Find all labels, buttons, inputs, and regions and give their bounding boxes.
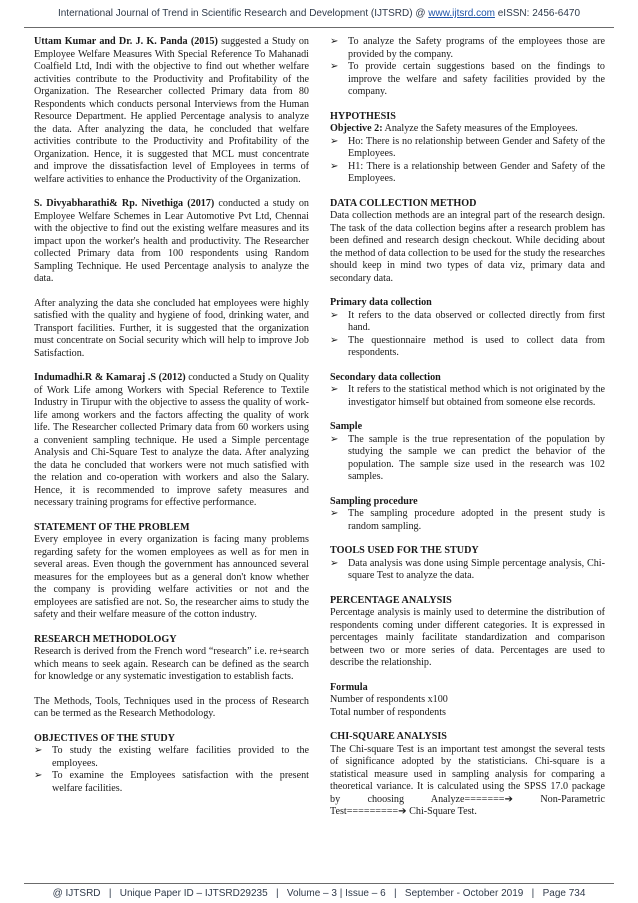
list-item: ➢ The sample is the true representation of the population by studying the sample we can predict the behavior of the population. The sample size used in the research was 102 samples.: [330, 433, 605, 482]
heading-chi-square: CHI-SQUARE ANALYSIS: [330, 731, 447, 742]
list-item: ➢ It refers to the data observed or collected directly from first hand.: [330, 309, 605, 333]
secondary-data-list: [330, 384, 605, 409]
arrow-bullet-icon: ➢: [330, 334, 339, 346]
list-item: ➢ Ho: There is no relationship between Gender and Safety of the Employees.: [330, 135, 605, 159]
page-footer: @ IJTSRD | Unique Paper ID – IJTSRD29235 | Volume – 3 | Issue – 6 | September - October 2019 | Page 734: [52, 888, 586, 899]
list-item: ➢ The sampling procedure adopted in the present study is random sampling.: [330, 508, 605, 532]
list-item: ➢ To examine the Employees satisfaction with the present welfare facilities.: [34, 770, 309, 794]
list-item: ➢ To study the existing welfare facilities provided to the employees.: [34, 745, 309, 769]
arrow-bullet-icon: ➢: [330, 160, 339, 172]
heading-objectives: OBJECTIVES OF THE STUDY: [34, 732, 175, 744]
arrow-bullet-icon: ➢: [330, 557, 339, 569]
objectives-list-continued: [330, 36, 605, 99]
heading-sampling-procedure: Sampling procedure: [330, 495, 418, 507]
methodology-paragraph: Research is derived from the French word “research” i.e. re+search which means to seek again. Research can be defined as the search for knowledge or any systematic investigation to establish facts.: [34, 646, 309, 682]
list-item: ➢ Data analysis was done using Simple percentage analysis, Chi-square Test to analyze the data.: [330, 557, 605, 581]
heading-data-collection-method: DATA COLLECTION METHOD: [330, 197, 477, 209]
header-journal-name: International Journal of Trend in Scientific Research and Development (IJTSRD) @: [57, 8, 429, 19]
arrow-bullet-icon: ➢: [330, 135, 339, 147]
list-item: ➢ To analyze the Safety programs of the employees those are provided by the company.: [330, 36, 605, 60]
sample-list: [330, 434, 605, 484]
lit-review-kumar-panda: Uttam Kumar and Dr. J. K. Panda (2015) suggested a Study on Employee Welfare Measures With Special Reference To Mahanadi Coalfield Ltd, Indi with the objective to find out whether welfare activities contribute to the Productivity and Profitability of the Organization. The Researcher collected Primary data from 80 Respondents which conducts personal Interviews from the Human Resource Department. He applied Percentage analysis to analyze the data. After analyzing the data, he concluded that welfare activities contribute to the Productivity and Profitability of the Organization. Hence, it is suggested that MCL must concentrate and improve the dissatisfaction level of Employees in terms of welfare activities to enhance the Productivity of the Organization.: [34, 36, 309, 185]
objectives-list: [34, 745, 309, 795]
heading-hypothesis: HYPOTHESIS: [330, 110, 396, 122]
journal-website-link[interactable]: www.ijtsrd.com: [428, 8, 495, 19]
heading-secondary-data: Secondary data collection: [330, 371, 441, 383]
formula-denominator: Total number of respondents: [330, 706, 446, 718]
header-divider: [24, 27, 614, 28]
arrow-bullet-icon: ➢: [330, 61, 339, 72]
formula-numerator: Number of respondents x100: [330, 694, 448, 705]
header-eissn: eISSN: 2456-6470: [494, 8, 581, 19]
lit-review-indumadhi: Indumadhi.R & Kamaraj .S (2012) conducted a Study on Quality of Work Life among Workers with Special Reference to Textile Industry in Tirupur with the objective to assess the quality of work-life among workers and the factors affecting the quality of work life. The Researcher collected Primary data from 60 workers using a convenient sampling technique. He used a Simple percentage Analysis and Chi-Square Test to analyze the data. After analyzing the data he concluded that workers were not much satisfied with the relation and co-operation with workers and also the Salary. Hence, it is recommended to improve safety measures and necessary training programs for effective performance.: [34, 372, 310, 508]
primary-data-list: [330, 310, 605, 360]
heading-formula: Formula: [330, 681, 368, 693]
lit-review-divyabharathi: S. Divyabharathi& Rp. Nivethiga (2017) conducted a study on Employee Welfare Schemes in Lear Automotive Pvt Ltd, Chennai with the objective to find out the existing welfare measures and its impact upon the worker's health and productivity. The Researcher collected Primary data from 100 respondents using Random Sampling Technique. He used Percentage analysis to analyze the data.: [34, 198, 309, 284]
percentage-paragraph: Percentage analysis is mainly used to determine the distribution of respondents coming under different categories. It is expressed in percentages mainly facilitate standardization and comparison between two or more series of data. Percentages are used to describe the relationship.: [330, 607, 605, 668]
journal-header: [0, 8, 638, 19]
objective-2-line: Objective 2: Analyze the Safety measures of the Employees.: [330, 123, 578, 134]
left-column: [34, 36, 309, 807]
arrow-bullet-icon: ➢: [34, 770, 43, 781]
list-item: ➢ The questionnaire method is used to collect data from respondents.: [330, 334, 605, 358]
arrow-bullet-icon: ➢: [330, 433, 339, 445]
arrow-bullet-icon: ➢: [34, 745, 43, 756]
heading-tools: TOOLS USED FOR THE STUDY: [330, 545, 479, 556]
heading-research-methodology: RESEARCH METHODOLOGY: [34, 633, 177, 645]
footer-divider: [24, 883, 614, 884]
arrow-bullet-icon: ➢: [330, 36, 339, 47]
heading-primary-data: Primary data collection: [330, 297, 432, 308]
problem-paragraph: Every employee in every organization is facing many problems regarding safety for the women employees as well as for men in several areas. Even though the government has announced several measures for the employees but as a general don't know whether the company is providing welfare activities or not and the employees are satisfied are not. So, the researcher aims to study the safety and their welfare measure of the cotton industry.: [34, 534, 309, 620]
list-item: ➢ To provide certain suggestions based on the findings to improve the welfare and safety facilities provided by the company.: [330, 61, 605, 97]
right-column: [330, 36, 605, 831]
arrow-right-icon: ➔: [504, 793, 513, 805]
hypotheses-list: [330, 136, 605, 186]
data-collection-paragraph: Data collection methods are an integral part of the research design. The task of the data collection begins after a research problem has been defined and research design checkout. While deciding about the method of data collection to be used for the study the researches should keep in mind two types of data viz, primary data and secondary data.: [330, 210, 605, 284]
arrow-bullet-icon: ➢: [330, 508, 339, 519]
lit-review-conclusion: After analyzing the data she concluded hat employees were highly satisfied with the quality and hygiene of food, drinking water, and Transport facilities. Further, it is suggested that the organization must concentrate on Social security which will help to improve Job Satisfaction.: [34, 297, 309, 359]
chi-square-paragraph: The Chi-square Test is an important test amongst the several tests of significance adopted by the statisticians. Chi-square is a statistical measure used in sampling analysis for comparing a theoretical variance. It is calculated using the SPSS 17.0 package by choosing Analyze=======➔ Non-Parametric Test=========➔ Chi-Square Test.: [330, 743, 605, 817]
tools-list: [330, 558, 605, 583]
arrow-right-icon: ➔: [398, 806, 407, 817]
heading-sample: Sample: [330, 421, 363, 432]
list-item: ➢ H1: There is a relationship between Gender and Safety of the Employees.: [330, 160, 605, 184]
sampling-list: [330, 508, 605, 533]
heading-statement-of-problem: STATEMENT OF THE PROBLEM: [34, 521, 190, 533]
methodology-paragraph-2: The Methods, Tools, Techniques used in the process of Research can be termed as the Research Methodology.: [34, 695, 309, 719]
arrow-bullet-icon: ➢: [330, 384, 339, 395]
heading-percentage-analysis: PERCENTAGE ANALYSIS: [330, 594, 452, 606]
arrow-bullet-icon: ➢: [330, 309, 339, 321]
list-item: ➢ It refers to the statistical method which is not originated by the investigator himself but obtained from someone else records.: [330, 384, 605, 408]
